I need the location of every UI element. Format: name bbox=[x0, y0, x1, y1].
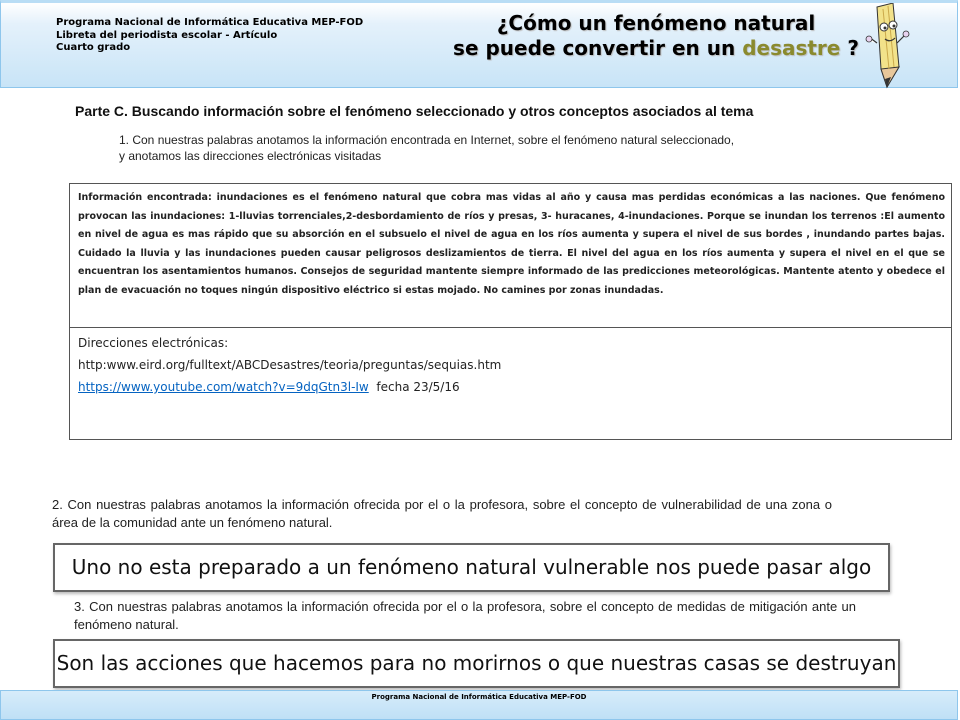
title-line-2 bbox=[431, 36, 881, 61]
youtube-link[interactable]: https://www.youtube.com/watch?v=9dqGtn3l-Iw bbox=[78, 380, 369, 394]
link-date: fecha 23/5/16 bbox=[368, 380, 460, 394]
title-accent-word: desastre bbox=[742, 36, 841, 60]
page-title bbox=[431, 11, 881, 61]
answer-box-3: Son las acciones que hacemos para no morirnos o que nuestras casas se destruyan bbox=[53, 639, 900, 688]
link-row-2 bbox=[78, 376, 943, 398]
answer-box-2: Uno no esta preparado a un fenómeno natural vulnerable nos puede pasar algo bbox=[53, 543, 890, 592]
header-banner bbox=[0, 0, 958, 88]
footer-bar bbox=[0, 690, 958, 720]
part-c-title: Parte C. Buscando información sobre el fenómeno seleccionado y otros conceptos asociados al tema bbox=[75, 103, 754, 119]
links-cell bbox=[70, 328, 951, 439]
program-info bbox=[56, 17, 363, 55]
title-line-2-prefix: se puede convertir en un bbox=[453, 36, 743, 60]
footer-text: Programa Nacional de Informática Educativa MEP-FOD bbox=[371, 693, 587, 701]
question-2: 2. Con nuestras palabras anotamos la información ofrecida por el o la profesora, sobre el concepto de vulnerabilidad de una zona o área de la comunidad ante un fenómeno natural. bbox=[52, 497, 832, 530]
pencil-mascot-icon bbox=[863, 3, 913, 91]
notebook-name: Libreta del periodista escolar - Artículo bbox=[56, 29, 278, 41]
info-table bbox=[69, 183, 952, 440]
instruction-1 bbox=[119, 132, 919, 164]
program-name: Programa Nacional de Informática Educativa MEP-FOD bbox=[56, 17, 364, 28]
title-line-2-suffix: ? bbox=[840, 36, 859, 60]
grade-label: Cuarto grado bbox=[56, 42, 131, 53]
title-line-1: ¿Cómo un fenómeno natural bbox=[496, 11, 816, 35]
instruction-1-line-2: y anotamos las direcciones electrónicas visitadas bbox=[119, 149, 382, 163]
link-text-1: http:www.eird.org/fulltext/ABCDesastres/teoria/preguntas/sequias.htm bbox=[78, 358, 502, 372]
links-label: Direcciones electrónicas: bbox=[78, 336, 229, 350]
question-3: 3. Con nuestras palabras anotamos la información ofrecida por el o la profesora, sobre el concepto de medidas de mitigación ante un fenómeno natural. bbox=[74, 599, 856, 632]
info-found-text: Información encontrada: inundaciones es el fenómeno natural que cobra mas vidas al año y causa mas perdidas económicas a las naciones. Que fenómeno provocan las inundaciones: 1-lluvias torrenciales,2-desbordamiento de ríos y presas, 3- huracanes, 4-inundaciones. Porque se inundan los terrenos :El aumento en nivel de agua es mas rápido que su absorción en el subsuelo el nivel de agua en los ríos aumenta y supera el nivel de sus bordes , inundando partes bajas. Cuidado la lluvia y las inundaciones pueden causar peligrosos deslizamientos de tierra. El nivel del agua en los ríos aumenta y supera el nivel en el que se encuentran los asentamientos humanos. Consejos de seguridad mantente siempre informado de las predicciones meteorológicas. Mantente atento y obedece el plan de evacuación no toques ningún dispositivo eléctrico si estas mojado. No camines por zonas inundadas. bbox=[70, 184, 951, 328]
instruction-1-line-1: 1. Con nuestras palabras anotamos la información encontrada en Internet, sobre el fenómeno natural seleccionado, bbox=[119, 133, 735, 147]
